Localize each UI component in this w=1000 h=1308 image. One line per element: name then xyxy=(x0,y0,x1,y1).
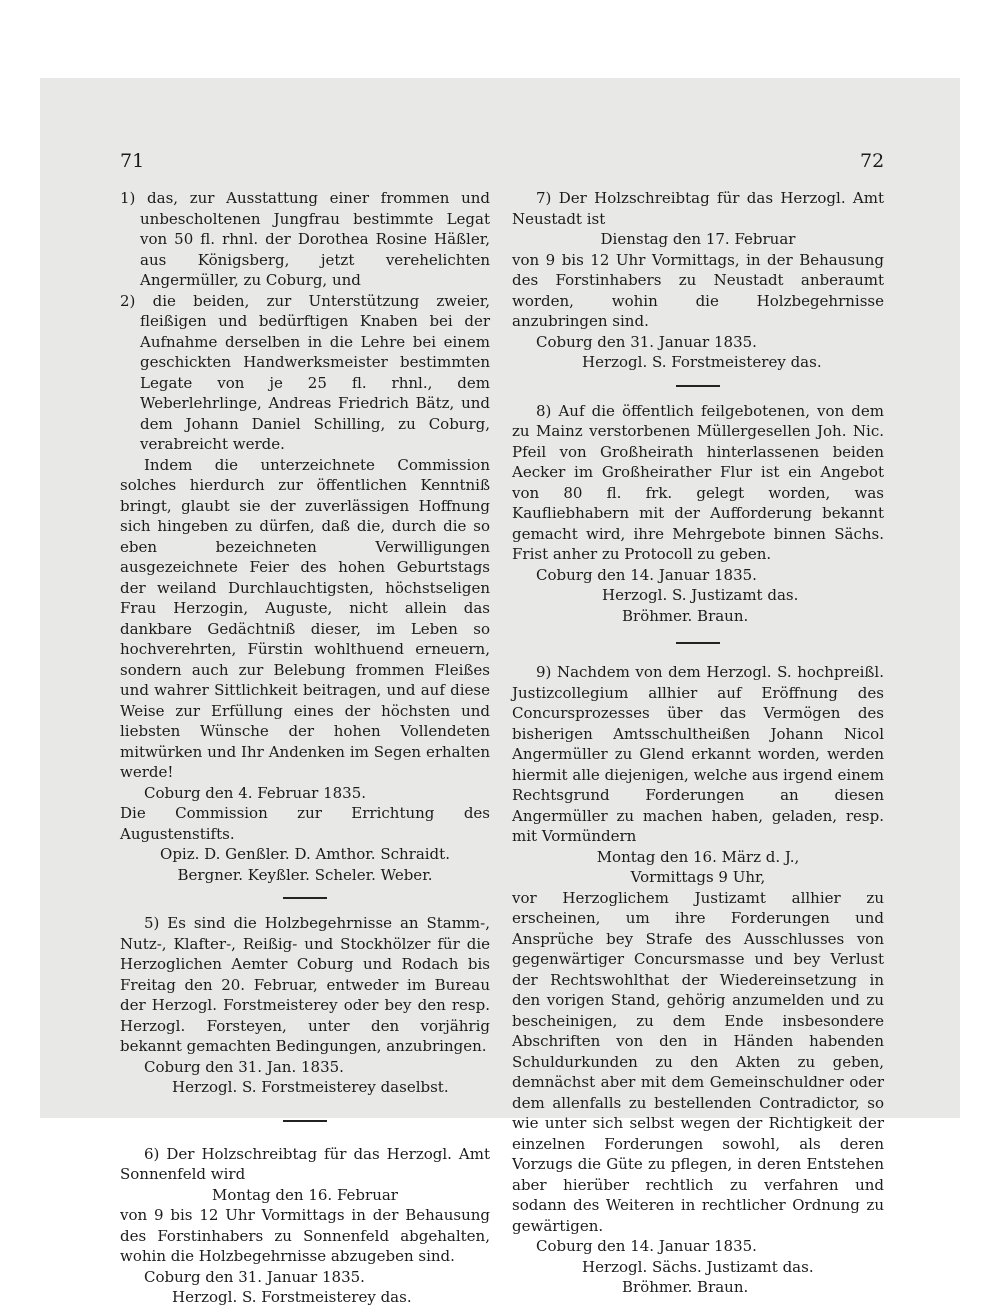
notice-7-details: von 9 bis 12 Uhr Vormittags, in der Behausung des Forstinhabers zu Neustadt anberaumt worden, wohin die Holzbegehrnisse anzubringen sind. xyxy=(512,250,884,330)
page-number-left: 71 xyxy=(120,150,145,172)
notice-8-signature: Herzogl. S. Justizamt das. xyxy=(602,586,799,604)
page-number-right: 72 xyxy=(860,150,885,172)
notice-5-date: Coburg den 31. Jan. 1835. xyxy=(144,1057,344,1076)
notice-6-signature: Herzogl. S. Forstmeisterey das. xyxy=(172,1288,412,1306)
signatories-line-2: Bergner. Keyßler. Scheler. Weber. xyxy=(177,865,433,884)
notice-7-signature: Herzogl. S. Forstmeisterey das. xyxy=(582,353,822,371)
notice-6-date-line: Montag den 16. Februar xyxy=(212,1185,398,1204)
separator-rule xyxy=(283,897,327,899)
notice-9-date-line: Montag den 16. März d. J., xyxy=(596,847,800,866)
left-column xyxy=(120,188,490,1308)
notice-date: Coburg den 4. Februar 1835. xyxy=(144,783,367,802)
notice-9-date: Coburg den 14. Januar 1835. xyxy=(536,1237,757,1255)
separator-rule xyxy=(283,1120,327,1122)
notice-item-8: 8) Auf die öffentlich feilgebotenen, von dem zu Mainz verstorbenen Müllergesellen Joh. Nic. Pfeil von Großheirath hinterlassenen beiden Aecker im Großheirather Flur ist ein Angebot von 80 fl. frk. gelegt worden, was Kaufliebhabern mit der Aufforderung bekannt gemacht wird, ihre Mehrgebote binnen Sächs. Frist anher zu Protocoll zu geben. xyxy=(512,401,884,563)
separator-rule xyxy=(676,385,720,387)
notice-item-9: 9) Nachdem von dem Herzogl. S. hochpreißl. Justizcollegium allhier auf Eröffnung des Concursprozesses über das Vermögen des bisherigen Amtsschultheißen Johann Nicol Angermüller zu Glend erkannt worden, werden hiermit alle diejenigen, welche aus irgend einem Rechtsgrund Forderungen an diesen Angermüller zu machen haben, geladen, resp. mit Vormündern xyxy=(512,663,884,845)
notice-item-6: 6) Der Holzschreibtag für das Herzogl. Amt Sonnenfeld wird xyxy=(120,1144,490,1183)
notice-item-2: 2) die beiden, zur Unterstützung zweier, fleißigen und bedürftigen Knaben bei der Aufnahme derselben in die Lehre bei einem geschickten Handwerksmeister bestimmten Legate von je 25 fl. rhnl., dem Weberlehrlinge, Andreas Friedrich Bätz, und dem Johann Daniel Schilling, zu Coburg, verabreicht werde. xyxy=(120,291,490,453)
notice-item-1: 1) das, zur Ausstattung einer frommen und unbescholtenen Jungfrau bestimmte Legat von 50 fl. rhnl. der Dorothea Rosine Häßler, aus Königsberg, jetzt verehelichten Angermüller, zu Coburg, und xyxy=(120,189,490,289)
commission-title: Die Commission zur Errichtung des Augustenstifts. xyxy=(120,804,490,843)
notice-9-signatories: Bröhmer. Braun. xyxy=(622,1278,749,1296)
separator-rule xyxy=(676,642,720,644)
notice-8-signatories: Bröhmer. Braun. xyxy=(622,606,749,625)
notice-8-date: Coburg den 14. Januar 1835. xyxy=(536,565,757,584)
signatories-line-1: Opiz. D. Genßler. D. Amthor. Schraidt. xyxy=(160,845,450,863)
notice-9-signature: Herzogl. Sächs. Justizamt das. xyxy=(582,1257,814,1276)
notice-5-signature: Herzogl. S. Forstmeisterey daselbst. xyxy=(172,1078,449,1096)
notice-7-date: Coburg den 31. Januar 1835. xyxy=(536,332,757,351)
notice-paragraph: Indem die unterzeichnete Commission solches hierdurch zur öffentlichen Kenntniß bringt, glaubt sie der zuverlässigen Hoffnung sich hingeben zu dürfen, daß die, durch die so eben bezeichneten Verwilligungen ausgezeichnete Feier des hohen Geburtstags der weiland Durchlauchtigsten, höchstseligen Frau Herzogin, Auguste, nicht allein das dankbare Gedächtniß dieser, im Leben so hochverehrten, Fürstin wohlthuend erneuern, sondern auch zur Belebung frommen Fleißes und wahrer Sittlichkeit beitragen, und auf diese Weise zur Erfüllung eines der höchsten und liebsten Wünsche der hohen Vollendeten mitwürken und Ihr Andenken im Segen erhalten werde! xyxy=(120,455,490,781)
notice-item-5: 5) Es sind die Holzbegehrnisse an Stamm-, Nutz-, Klafter-, Reißig- und Stockhölzer für die Herzoglichen Aemter Coburg und Rodach bis Freitag den 20. Februar, entweder im Bureau der Herzogl. Forstmeisterey oder bey den resp. Herzogl. Forsteyen, unter den vorjährig bekannt gemachten Bedingungen, anzubringen. xyxy=(120,914,490,1055)
notice-item-7: 7) Der Holzschreibtag für das Herzogl. Amt Neustadt ist xyxy=(512,189,884,228)
notice-6-date: Coburg den 31. Januar 1835. xyxy=(144,1267,365,1286)
notice-9-time-line: Vormittags 9 Uhr, xyxy=(630,868,766,886)
right-column xyxy=(512,188,884,1298)
notice-6-details: von 9 bis 12 Uhr Vormittags in der Behausung des Forstinhabers zu Sonnenfeld abgehalten, wohin die Holzbegehrnisse abzugeben sind. xyxy=(120,1206,490,1265)
notice-9-details: vor Herzoglichem Justizamt allhier zu erscheinen, um ihre Forderungen und Ansprüche bey Strafe des Ausschlusses von gegenwärtiger Concursmasse und bey Verlust der Rechtswohlthat der Wiedereinsetzung in den vorigen Stand, gehörig anzumelden und zu bescheinigen, zu dem Ende insbesondere Abschriften von den in Händen habenden Schuldurkunden zu den Akten zu geben, demnächst aber mit dem Gemeinschuldner oder dem allenfalls zu bestellenden Contradictor, so wie unter sich selbst wegen der Richtigkeit der einzelnen Forderungen sowohl, als deren Vorzugs die Güte zu pflegen, in deren Entstehen aber hierüber rechtlich zu verfahren und sodann des Weiteren in rechtlicher Ordnung zu gewärtigen. xyxy=(512,888,884,1235)
notice-7-date-line: Dienstag den 17. Februar xyxy=(600,230,796,248)
